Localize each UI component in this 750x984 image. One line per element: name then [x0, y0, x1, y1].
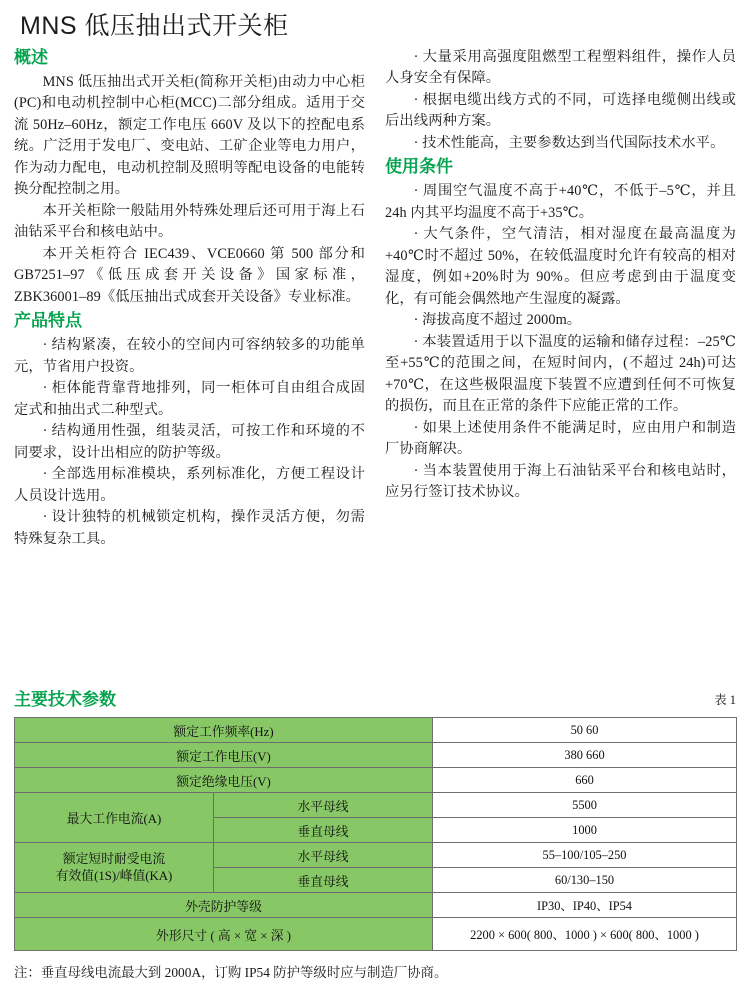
left-column — [14, 47, 365, 550]
feature-item: · 结构通用性强，组装灵活，可按工作和环境的不同要求，设计出相应的防护等级。 — [14, 423, 365, 461]
table-cell-value: 380 660 — [433, 743, 737, 768]
feature-item: · 柜体能背靠背地排列，同一柜体可自由组合成固定式和抽出式二种型式。 — [14, 380, 365, 418]
feature-item: · 全部选用标准模块，系列标准化，方便工程设计人员设计选用。 — [14, 466, 365, 504]
table-cell-value: 660 — [433, 768, 737, 793]
table-row — [15, 918, 737, 951]
spec-table-header-row — [14, 690, 736, 710]
table-cell-subparam: 垂直母线 — [214, 818, 433, 843]
table-row — [15, 793, 737, 818]
usage-condition-item: · 周围空气温度不高于+40℃，不低于–5℃，并且 24h 内其平均温度不高于+35℃。 — [385, 183, 736, 221]
table-footnote: 注：垂直母线电流最大到 2000A，订购 IP54 防护等级时应与制造厂协商。 — [14, 965, 448, 981]
table-row — [15, 843, 737, 868]
spec-table-section — [14, 690, 736, 984]
table-cell-param: 最大工作电流(A) — [15, 793, 214, 843]
feature-item: · 设计独特的机械锁定机构，操作灵活方便，勿需特殊复杂工具。 — [14, 509, 365, 547]
section-heading-spec-table: 主要技术参数 — [14, 690, 116, 709]
section-heading-overview: 概述 — [14, 47, 48, 67]
overview-paragraph-1: MNS 低压抽出式开关柜(简称开关柜)由动力中心柜(PC)和电动机控制中心柜(MCC)二部分组成。适用于交流 50Hz–60Hz，额定工作电压 660V 及以下的控配电系统。广泛用于发电厂、变电站、工矿企业等电力用户，作为动力配电，电动机控制及照明等配电设备的电能转换分配控制之用。 — [14, 73, 365, 198]
table-cell-value: 5500 — [433, 793, 737, 818]
feature-item: · 技术性能高，主要参数达到当代国际技术水平。 — [413, 134, 725, 151]
table-row — [15, 893, 737, 918]
table-cell-subparam: 水平母线 — [214, 843, 433, 868]
overview-paragraph-2: 本开关柜除一般陆用外特殊处理后还可用于海上石油钻采平台和核电站中。 — [14, 202, 365, 241]
table-cell-value: 60/130–150 — [433, 868, 737, 893]
table-cell-subparam: 水平母线 — [214, 793, 433, 818]
feature-item: · 根据电缆出线方式的不同，可选择电缆侧出线或后出线两种方案。 — [385, 91, 736, 130]
usage-condition-item: · 当本装置使用于海上石油钻采平台和核电站时，应另行签订技术协议。 — [385, 462, 736, 501]
table-cell-subparam: 垂直母线 — [214, 868, 433, 893]
table-cell-param: 额定绝缘电压(V) — [15, 768, 433, 793]
page-title: MNS 低压抽出式开关柜 — [20, 12, 289, 40]
table-cell-value: 50 60 — [433, 718, 737, 743]
table-row — [15, 743, 737, 768]
table-cell-param: 额定工作电压(V) — [15, 743, 433, 768]
usage-condition-item: · 大气条件，空气清洁，相对湿度在最高温度为+40℃时不超过 50%，在较低温度时允许有较高的相对湿度，例如+20%时为 90%。但应考虑到由于温度变化，有可能会偶然地产生湿度的凝露。 — [385, 226, 736, 307]
section-heading-usage-conditions: 使用条件 — [385, 157, 453, 177]
table-cell-param-line1: 额定短时耐受电流 — [62, 851, 166, 866]
table-cell-param-line2: 有效值(1S)/峰值(KA) — [55, 868, 173, 883]
usage-condition-item: · 如果上述使用条件不能满足时，应由用户和制造厂协商解决。 — [385, 419, 736, 458]
table-cell-param: 外形尺寸 ( 高 × 宽 × 深 ) — [15, 918, 433, 951]
table-cell-value: 2200 × 600( 800、1000 ) × 600( 800、1000 ) — [433, 918, 737, 951]
table-row — [15, 768, 737, 793]
table-cell-param: 外壳防护等级 — [15, 893, 433, 918]
table-row — [15, 718, 737, 743]
table-cell-value: 55–100/105–250 — [433, 843, 737, 868]
section-heading-features: 产品特点 — [14, 311, 82, 331]
table-cell-param: 额定工作频率(Hz) — [15, 718, 433, 743]
table-cell-value: IP30、IP40、IP54 — [433, 893, 737, 918]
table-cell-param — [15, 843, 214, 893]
table-cell-value: 1000 — [433, 818, 737, 843]
two-column-body — [14, 47, 736, 550]
overview-paragraph-3: 本开关柜符合 IEC439、VCE0660 第 500 部分和 GB7251–97《低压成套开关设备》国家标准，ZBK36001–89《低压抽出式成套开关设备》专业标准。 — [14, 245, 365, 305]
table-number-label: 表 1 — [714, 693, 736, 708]
spec-table — [14, 717, 737, 951]
usage-condition-item: · 本装置适用于以下温度的运输和储存过程：–25℃至+55℃的范围之间，在短时间内，(不超过 24h)可达+70℃，在这些极限温度下装置不应遭到任何不可恢复的损伤，而且在正常的条件下应能正常的工作。 — [385, 333, 736, 415]
feature-item: · 大量采用高强度阻燃型工程塑料组件，操作人员人身安全有保障。 — [385, 48, 736, 87]
feature-item: · 结构紧凑，在较小的空间内可容纳较多的功能单元，节省用户投资。 — [14, 337, 365, 375]
usage-condition-item: · 海拔高度不超过 2000m。 — [413, 312, 582, 329]
right-column — [385, 47, 736, 504]
